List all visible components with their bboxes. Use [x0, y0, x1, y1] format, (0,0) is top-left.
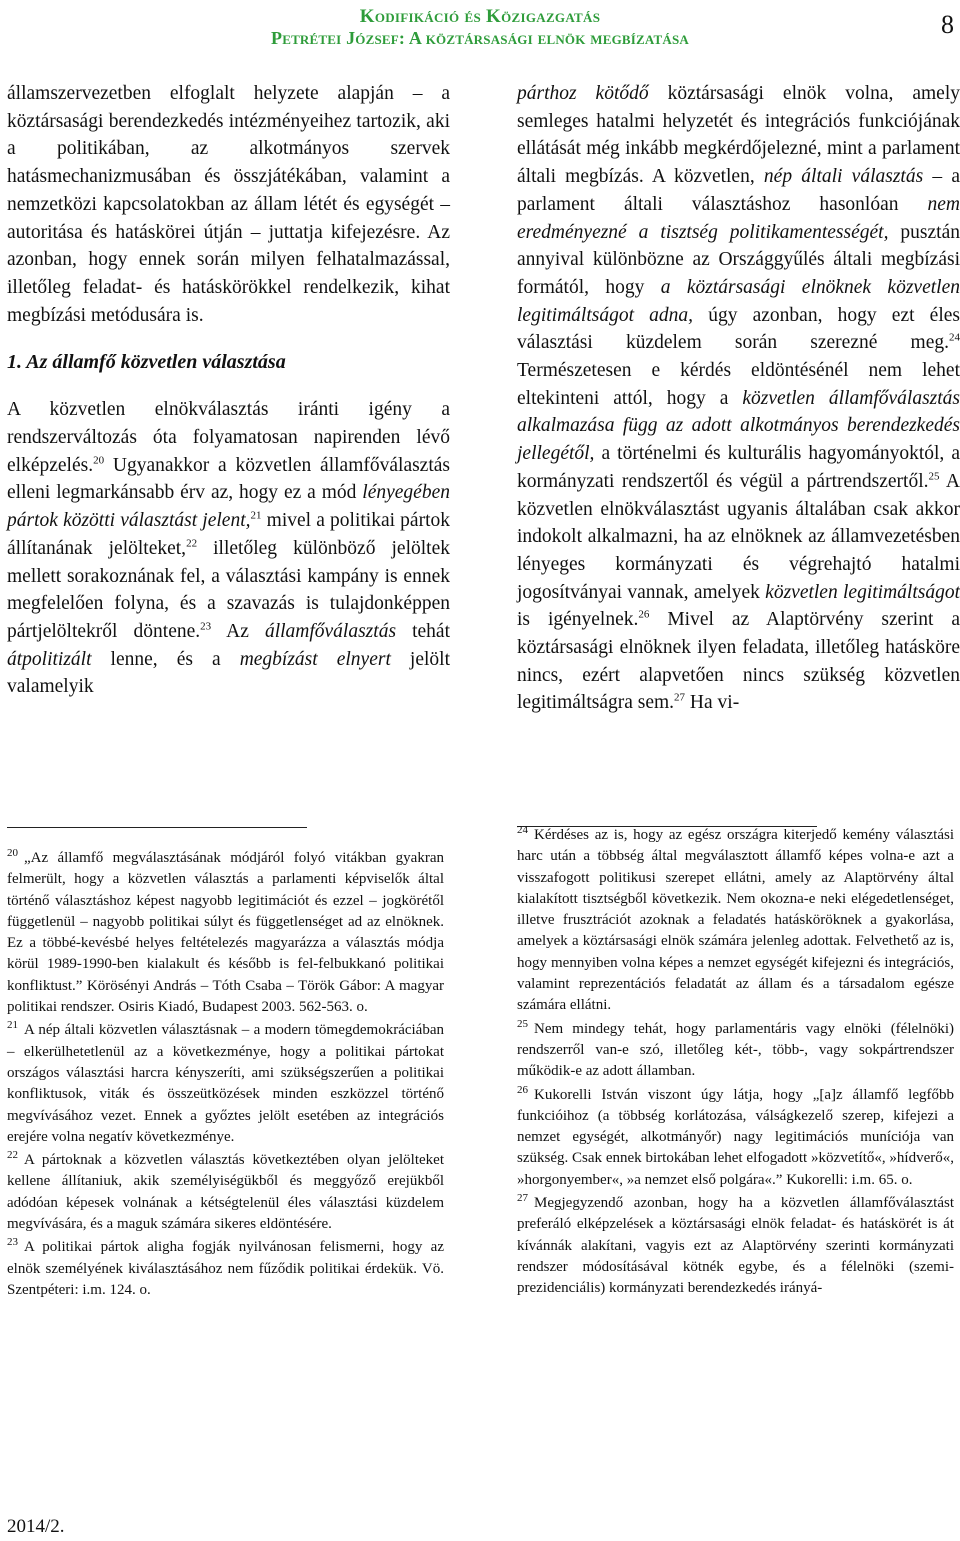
footnote-ref-26[interactable]: 26 [638, 608, 650, 621]
footnote-26: $^{26}$ Kukorelli István viszont úgy látja, hogy „[a]z államfő legfőbb funkcióihoz (a többség korlátozása, válságkezelő szerep, kifejezi a nemzet egységét, alkotmányőr) nagy legitimációs muníciója van szükség. Csak ennek birtokában lehet elfogadott »közvetítő«, »hídverő«, »horgonyember«, »a nemzet első polgára«.” Kukorelli: i.m. 65. o. [517, 1083, 954, 1188]
running-header [0, 4, 960, 52]
paragraph-intro: államszervezetben elfoglalt helyzete alapján – a köztársasági berendezkedés intézményeihez tartozik, aki a politikában, az alkotmányos szervek hatásmechanizmusában és összjátékában, valamint a nemzetközi kapcsolatokban az állam létét és egységét – autoritása és hatáskörei útján – juttatja kifejezésre. Az azonban, hogy ennek során milyen felhatalmazással, illetőleg feladat- és hatáskörökkel rendelkezik, kihat megbízási metódusára is. [7, 83, 450, 326]
footnote-ref-22[interactable]: 22 [186, 537, 198, 550]
page-number: 8 [941, 10, 954, 39]
footnote-ref-27[interactable]: 27 [674, 691, 686, 704]
footnote-ref-25[interactable]: 25 [928, 470, 940, 483]
paragraph-direct-election: A közvetlen elnökválasztás iránti igény a rendszerváltozás óta folyamatosan napirenden lévő elképzelés.$^{20}$ Ugyanakkor a közvetlen államfőválasztás elleni legmarkánsabb érv az, hogy ez a mód lényegében pártok közötti választást jelent,$^{21}$ mivel a politikai pártok állítanának jelölteket,$^{22}$ illetőleg különböző jelöltek mellett sorakoznának fel, a választási kampány is ennek megfelelően folyna, és a szavazás is tulajdonképpen pártjelöltekről döntene.$^{23}$ Az államfőválasztás tehát átpolitizált lenne, és a megbízást elnyert jelölt valamelyik [7, 399, 450, 698]
footnote-23: $^{23}$ A politikai pártok aligha fogják nyilvánosan felismerni, hogy az elnök személyének kiválasztásához nem fűződik politikai érdekük. Vö. Szentpéteri: i.m. 124. o. [7, 1236, 444, 1298]
paragraph-continued: párthoz kötődő köztársasági elnök volna, amely semleges hatalmi helyzetét és integrációs funkciójának ellátását még inkább megkérdőjelezné, mint a parlament általi megbízás. A közvetlen, nép általi választás – a parlament általi választáshoz hasonlóan nem eredményezné a tisztség politikamentességét, pusztán annyival különbözne az Országgyűlés általi megbízási formától, hogy a köztársasági elnöknek közvetlen legitimáltságot adna, úgy azonban, hogy ezt éles választási küzdelem során szerezné meg.$^{24}$ Természetesen e kérdés eldöntésénél nem lehet eltekinteni attól, hogy a közvetlen államfőválasztás alkalmazása függ az adott alkotmányos berendezkedés jellegétől, a történelmi és kulturális hagyományoktól, a kormányzati rendszertől és végül a pártrendszertől.$^{25}$ A közvetlen elnökválasztást ugyanis általában csak akkor indokolt alkalmazni, ha az elnöknek az államvezetésben lényeges kormányzati és végrehajtó hatalmi jogosítványai vannak, amelyek közvetlen legitimáltságot is igényelnek.$^{26}$ Mivel az Alaptörvény szerint a köztársasági elnöknek ilyen feladata, illetőleg hatásköre nincs, ezért alapvetően nincs szükség közvetlen legitimáltságra sem.$^{27}$ Ha vi- [517, 83, 960, 714]
footnote-ref-23[interactable]: 23 [200, 620, 212, 633]
article-title: Petrétei József: A köztársasági elnök megbízatása [271, 28, 689, 48]
footnote-27: $^{27}$ Megjegyzendő azonban, hogy ha a közvetlen államfőválasztást preferáló elképzelések a köztársasági elnök feladat- és hatáskörét is át kívánnák alakítani, vagyis ezt az Alaptörvény szerinti kormányzati rendszer módosításával kötnék egybe, és a félelnöki (szemi-prezidenciális) kormányzati berendezkedés irányá- [517, 1192, 954, 1297]
footnote-20: $^{20}$ „Az államfő megválasztásának módjáról folyó vitákban gyakran felmerült, hogy a közvetlen választás a parlamenti képviselők által történő választáshoz képest nagyobb legitimációt és ezzel – jogkörétől függetlenül – nagyobb politikai súlyt és függetlenséget ad az elnöknek. Ez a többé-kevésbé helyes feltételezés magyarázza a választás módja körül 1989-1990-ben kialakult és később is fel-felbukkanó politikai konfliktust.” Körösényi András – Tóth Csaba – Török Gábor: A magyar politikai rendszer. Osiris Kiadó, Budapest 2003. 562-563. o. [7, 847, 444, 1016]
right-column [517, 80, 960, 717]
footnote-divider-left [7, 827, 307, 828]
footnote-24: $^{24}$ Kérdéses az is, hogy az egész országra kiterjedő kemény választási harc után a többség által megválasztott államfő képes volna-e azt a visszafogott politikusi szerepet ellátni, amely az Alaptörvény által kialakított tisztségből következik. Nem okozna-e neki elégedetlenséget, illetve frusztrációt azoknak a feladatés hatásköröknek a gyakorlása, amelyek a köztársasági elnök számára jelenleg adottak. Felvethető az is, hogy mennyiben volna képes a nemzet egységét kifejezni és integrációs, valamint reprezentációs feladatát az állam és a társadalom egésze számára ellátni. [517, 824, 954, 1014]
footnote-25: $^{25}$ Nem mindegy tehát, hogy parlamentáris vagy elnöki (félelnöki) rendszerről van-e szó, illetőleg két-, több-, vagy sokpártrendszer működik-e az adott államban. [517, 1017, 954, 1080]
footnote-22: $^{22}$ A pártoknak a közvetlen választás következtében olyan jelölteket kellene állítaniuk, akik személyiségükből és meggyőző erejükből adódóan képesek volnának a kétségtelenül éles választási küzdelem megvívására, és a maguk számára sikeres eldöntésére. [7, 1149, 444, 1233]
footnotes-left [7, 848, 444, 1303]
journal-title: Kodifikáció és Közigazgatás [359, 6, 601, 27]
footnote-ref-21[interactable]: 21 [250, 509, 262, 522]
left-column [7, 80, 450, 701]
section-heading: 1. Az államfő közvetlen választása [7, 351, 286, 374]
issue-number: 2014/2. [7, 1516, 65, 1537]
footnote-ref-20[interactable]: 20 [93, 454, 105, 467]
footnote-ref-24[interactable]: 24 [949, 331, 960, 344]
footnote-21: $^{21}$ A nép általi közvetlen választásnak – a modern tömegdemokráciában – elkerülhetetlenül az a következménye, hogy a politikai pártokat országos választási harcra kényszeríti, ami szükségszerűen a politikai konfliktusok, viták és összeütközések minden eszközzel történő megvívásához vezet. Ennek a győztes jelölt esetében az integrációs erejére volna negatív következménye. [7, 1019, 444, 1145]
footnotes-right [517, 825, 954, 1302]
